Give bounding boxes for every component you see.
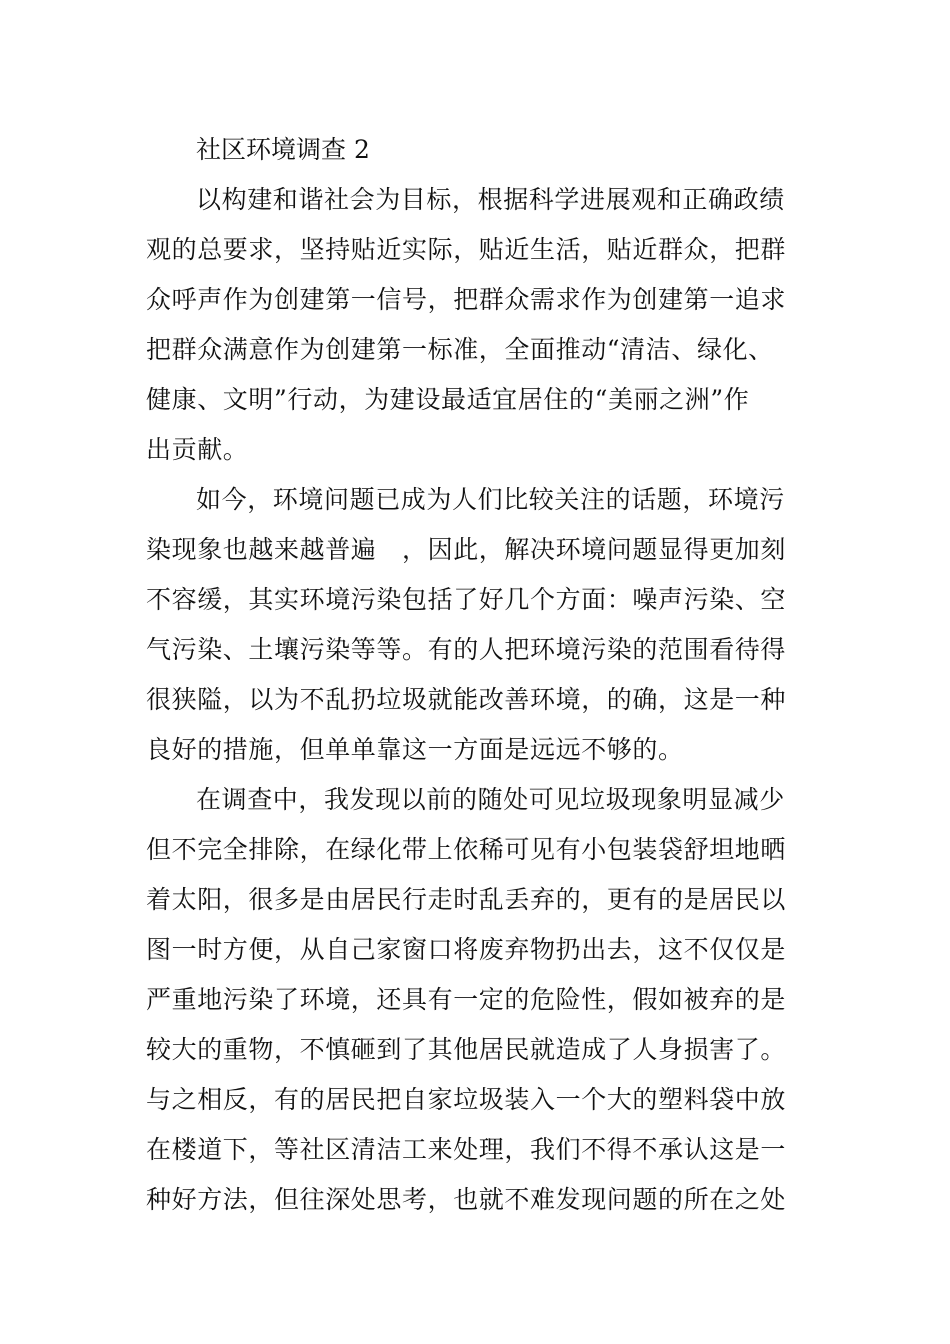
text-line: 染现象也越来越普遍 ，因此，解决环境问题显得更加刻 xyxy=(146,535,787,564)
text-line: 但不完全排除，在绿化带上依稀可见有小包装袋舒坦地晒 xyxy=(146,835,787,864)
text-line: 良好的措施，但单单靠这一方面是远远不够的。 xyxy=(146,735,684,764)
text-line: 众呼声作为创建第一信号，把群众需求作为创建第一追求 xyxy=(146,285,787,314)
text-line: 出贡献。 xyxy=(146,435,249,464)
text-line: 很狭隘，以为不乱扔垃圾就能改善环境，的确，这是一种 xyxy=(146,685,787,714)
text-line: 与之相反，有的居民把自家垃圾装入一个大的塑料袋中放 xyxy=(146,1085,787,1114)
text-line: 健康、文明”行动，为建设最适宜居住的“美丽之洲”作 xyxy=(146,385,750,414)
text-line: 以构建和谐社会为目标，根据科学进展观和正确政绩 xyxy=(196,185,785,214)
text-line: 如今，环境问题已成为人们比较关注的话题，环境污 xyxy=(196,485,785,514)
text-line: 在调查中，我发现以前的随处可见垃圾现象明显减少 xyxy=(196,785,785,814)
text-line: 着太阳，很多是由居民行走时乱丢弃的，更有的是居民以 xyxy=(146,885,787,914)
text-line: 图一时方便，从自己家窗口将废弃物扔出去，这不仅仅是 xyxy=(146,935,787,964)
text-line: 严重地污染了环境，还具有一定的危险性，假如被弃的是 xyxy=(146,985,787,1014)
text-line: 观的总要求，坚持贴近实际，贴近生活，贴近群众，把群 xyxy=(146,235,787,264)
text-line: 把群众满意作为创建第一标准，全面推动“清洁、绿化、 xyxy=(146,335,774,364)
document-title: 社区环境调查 2 xyxy=(196,135,370,164)
text-line: 较大的重物，不慎砸到了其他居民就造成了人身损害了。 xyxy=(146,1035,787,1064)
text-line: 气污染、土壤污染等等。有的人把环境污染的范围看待得 xyxy=(146,635,787,664)
text-line: 不容缓，其实环境污染包括了好几个方面：噪声污染、空 xyxy=(146,585,787,614)
text-line: 种好方法，但往深处思考，也就不难发现问题的所在之处 xyxy=(146,1185,787,1214)
text-line: 在楼道下，等社区清洁工来处理，我们不得不承认这是一 xyxy=(146,1135,787,1164)
